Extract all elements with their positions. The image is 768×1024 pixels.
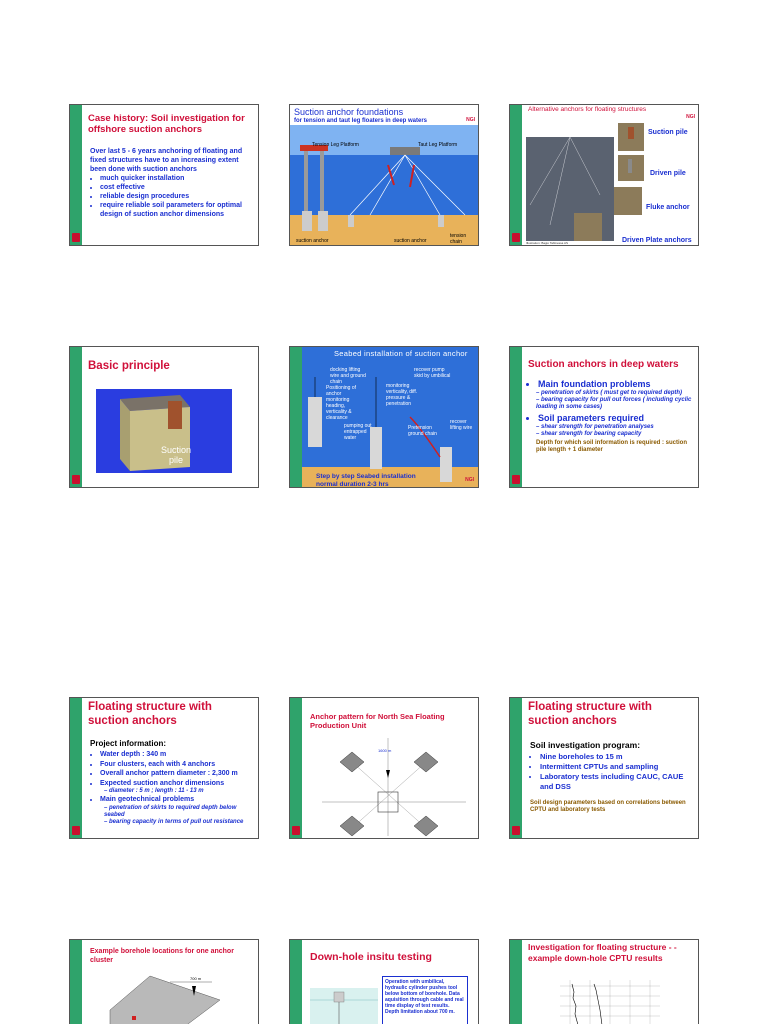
slide-title: Basic principle — [88, 360, 170, 372]
list-item: • Soil parameters required — [538, 413, 694, 424]
slide-body — [90, 147, 252, 219]
slide-borehole-locations — [69, 939, 259, 1024]
illustration-caption: Illustration: Bagio Tablnessa AS — [526, 241, 568, 245]
note: docking lifting wire and ground chain — [330, 367, 366, 385]
ngi-brand: NGI — [465, 477, 474, 483]
design-note: Soil design parameters based on correlations between CPTU and laboratory tests — [530, 800, 686, 813]
accent-bar — [510, 347, 522, 487]
pile-label: Suction pile — [160, 445, 192, 465]
slide-body — [90, 739, 254, 826]
list-item: – diameter : 5 m ; length : 11 - 13 m — [104, 788, 254, 795]
note: monitoring verticality, diff. pressure & penetration — [386, 383, 418, 407]
slide-title: Anchor pattern for North Sea Floating Production Unit — [310, 712, 445, 730]
slide-title: Suction anchor foundations — [294, 107, 404, 117]
footer-line-2: normal duration 2-3 hrs — [316, 481, 389, 488]
offshore-illustration — [290, 105, 479, 246]
slide-seabed-installation — [289, 346, 479, 488]
list-item: • reliable design procedures — [100, 192, 252, 201]
slide-subtitle: for tension and taut leg floaters in deep waters — [294, 118, 428, 124]
list-item: – bearing capacity in terms of pull out resistance — [104, 819, 254, 826]
list-item: • require reliable soil parameters for optimal design of suction anchor dimensions — [100, 201, 252, 219]
label-tension-chain: tension chain — [450, 233, 467, 245]
list-item: – bearing capacity for pull out forces ( including cyclic loading in some cases) — [536, 397, 694, 411]
slide-title: Example borehole locations for one anchor cluster — [90, 948, 234, 964]
slide-title: Floating structure with suction anchors — [88, 701, 212, 727]
list-item: • Expected suction anchor dimensions — [100, 779, 254, 789]
accent-bar — [70, 698, 82, 838]
list-item: – shear strength for penetration analyses — [536, 424, 694, 431]
ngi-logo-icon — [512, 826, 520, 835]
note: recover pump skid by umbilical — [414, 367, 451, 379]
label-driven-pile: Driven pile — [650, 170, 686, 177]
cptu-results-graph — [510, 940, 699, 1024]
note: recover lifting wire — [450, 419, 473, 431]
list-item: • Overall anchor pattern diameter : 2,300 m — [100, 769, 254, 779]
list-item: – penetration of skirts to required depth below seabed — [104, 805, 254, 819]
slide-alternative-anchors — [509, 104, 699, 246]
ngi-brand: NGI — [686, 114, 695, 120]
label-suction-anchor: suction anchor — [394, 238, 427, 244]
section-heading: Soil investigation program: — [530, 740, 641, 750]
depth-note: Depth for which soil information is required : suction pile length + 1 diameter — [536, 440, 688, 453]
list-item: • Main foundation problems — [538, 379, 694, 390]
footer-line-1: Step by step Seabed installation — [316, 473, 416, 480]
slide-title: Down-hole insitu testing — [310, 951, 432, 963]
slide-title: Investigation for floating structure - - example down-hole CPTU results — [528, 942, 677, 963]
list-item: – shear strength for bearing capacity — [536, 431, 694, 438]
scale-label: 700 m — [190, 976, 202, 981]
accent-bar — [70, 105, 82, 245]
slide-title: Alternative anchors for floating structures — [528, 106, 647, 113]
note: Pretension ground chain — [408, 425, 437, 437]
list-item: • Main geotechnical problems — [100, 795, 254, 805]
list-item: • Four clusters, each with 4 anchors — [100, 760, 254, 770]
slide-down-hole-testing — [289, 939, 479, 1024]
label-suction-pile: Suction pile — [648, 129, 688, 136]
scale-label: 1600 m — [378, 748, 392, 753]
ngi-brand: NGI — [466, 117, 475, 123]
operation-note-box: Operation with umbilical, hydraulic cylinder pushes tool below bottom of borehole. Data aquisition through cable and real time display of test results. Depth limitation about 700 m. — [382, 976, 468, 1024]
slide-title: Floating structure with suction anchors — [528, 701, 652, 727]
ngi-logo-icon — [72, 233, 80, 242]
slide-body — [528, 379, 694, 454]
ngi-logo-icon — [512, 475, 520, 484]
intro-text: Over last 5 - 6 years anchoring of floating and fixed structures have to an increasing extent been done with suction anchors — [90, 148, 243, 173]
slide-basic-principle — [69, 346, 259, 488]
label-fluke-anchor: Fluke anchor — [646, 204, 690, 211]
slide-title: Seabed installation of suction anchor — [334, 349, 468, 358]
ngi-logo-icon — [72, 826, 80, 835]
list-item: – penetration of skirts ( must get to required depth) — [536, 390, 694, 397]
list-item: • cost effective — [100, 183, 252, 192]
slide-soil-investigation-program — [509, 697, 699, 839]
slide-suction-anchors-deep-waters — [509, 346, 699, 488]
label-taut-leg: Taut Leg Platform — [418, 142, 458, 148]
slide-title: Suction anchors in deep waters — [528, 359, 679, 370]
slide-cptu-results — [509, 939, 699, 1024]
label-tension-leg: Tension Leg Platform — [312, 142, 359, 148]
label-suction-anchor: suction anchor — [296, 238, 329, 244]
section-heading: Project information: — [90, 739, 167, 748]
list-item: • Nine boreholes to 15 m — [540, 752, 694, 762]
list-item: • Intermittent CPTUs and sampling — [540, 762, 694, 772]
slide-case-history — [69, 104, 259, 246]
accent-bar — [510, 698, 522, 838]
label-driven-plate: Driven Plate anchors — [622, 237, 692, 244]
slide-body — [530, 740, 694, 814]
list-item: • Water depth : 340 m — [100, 750, 254, 760]
list-item: • Laboratory tests including CAUC, CAUE and DSS — [540, 772, 694, 792]
note: pumping out entrapped water — [344, 423, 372, 441]
suction-pile-illustration — [70, 347, 259, 488]
note: Positioning of anchor monitoring heading, verticality & clearance — [326, 385, 357, 421]
borehole-map — [70, 940, 259, 1024]
slide-project-information — [69, 697, 259, 839]
list-item: • much quicker installation — [100, 174, 252, 183]
anchor-pattern-diagram — [290, 698, 479, 839]
slide-suction-anchor-foundations — [289, 104, 479, 246]
slide-title: Case history: Soil investigation for offshore suction anchors — [88, 113, 245, 135]
slide-anchor-pattern — [289, 697, 479, 839]
